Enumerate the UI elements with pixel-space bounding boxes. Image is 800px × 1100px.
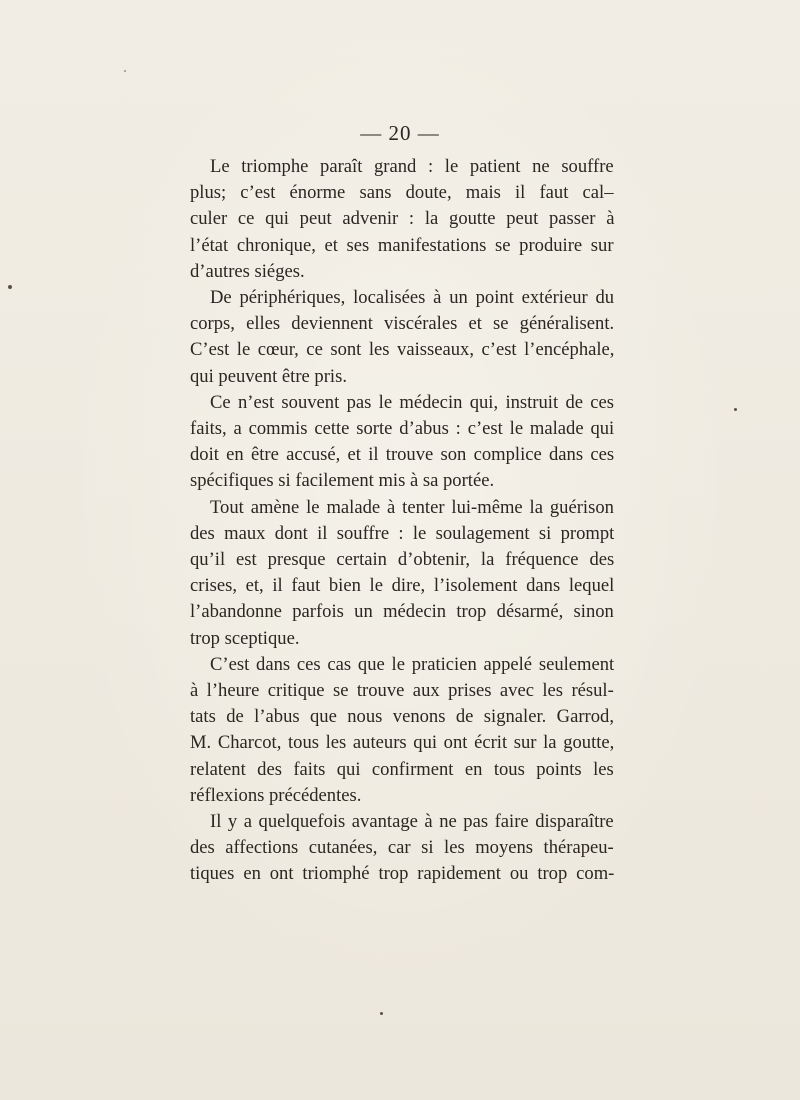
text-line: trop sceptique.	[190, 627, 300, 649]
text-line: l’abandonne parfois un médecin trop désarmé, sinon	[190, 601, 614, 623]
text-line: Il y a quelquefois avantage à ne pas faire disparaître	[210, 811, 614, 833]
text-line: C’est le cœur, ce sont les vaisseaux, c’est l’encéphale,	[190, 339, 615, 361]
paragraph	[190, 154, 614, 285]
page-number: — 20 —	[360, 121, 440, 145]
text-line: Le triomphe paraît grand : le patient ne souffre	[210, 156, 614, 177]
paragraph	[190, 809, 614, 888]
text-line: corps, elles deviennent viscérales et se généralisent.	[190, 313, 615, 335]
ink-speck	[380, 1012, 383, 1015]
text-line: Ce n’est souvent pas le médecin qui, instruit de ces	[210, 391, 615, 413]
text-line: tats de l’abus que nous venons de signaler. Garrod,	[190, 706, 614, 728]
text-line: plus; c’est énorme sans doute, mais il faut cal–	[190, 182, 614, 204]
text-line: M. Charcot, tous les auteurs qui ont écrit sur la goutte,	[190, 732, 615, 754]
text-line: d’autres siéges.	[190, 260, 305, 282]
text-line: Tout amène le malade à tenter lui-même la guérison	[210, 496, 614, 518]
text-line: relatent des faits qui confirment en tous points les	[190, 758, 614, 780]
text-line: culer ce qui peut advenir : la goutte peut passer à	[190, 208, 615, 230]
paragraph	[190, 285, 614, 390]
text-line: à l’heure critique se trouve aux prises avec les résul-	[190, 680, 614, 702]
text-line: De périphériques, localisées à un point extérieur du	[210, 287, 615, 309]
text-line: C’est dans ces cas que le praticien appelé seulement	[210, 653, 615, 675]
text-line: des maux dont il souffre : le soulagement si prompt	[190, 522, 615, 544]
paragraph	[190, 652, 614, 809]
text-line: des affections cutanées, car si les moyens thérapeu-	[190, 837, 614, 859]
paragraph	[190, 495, 614, 652]
text-line: doit en être accusé, et il trouve son complice dans ces	[190, 444, 615, 466]
text-line: crises, et, il faut bien le dire, l’isolement dans lequel	[190, 575, 615, 597]
text-line: qu’il est presque certain d’obtenir, la fréquence des	[190, 549, 615, 571]
ink-speck	[734, 408, 737, 411]
text-line: faits, a commis cette sorte d’abus : c’est le malade qui	[190, 418, 615, 440]
text-line: spécifiques si facilement mis à sa portée.	[190, 470, 495, 492]
ink-speck	[8, 285, 12, 289]
text-line: tiques en ont triomphé trop rapidement ou trop com-	[190, 863, 615, 885]
text-line: qui peuvent être pris.	[190, 365, 347, 387]
text-line: réflexions précédentes.	[190, 784, 362, 806]
paragraph	[190, 390, 614, 495]
ink-speck	[124, 70, 126, 72]
body-text	[190, 154, 614, 888]
text-line: l’état chronique, et ses manifestations se produire sur	[190, 234, 614, 256]
